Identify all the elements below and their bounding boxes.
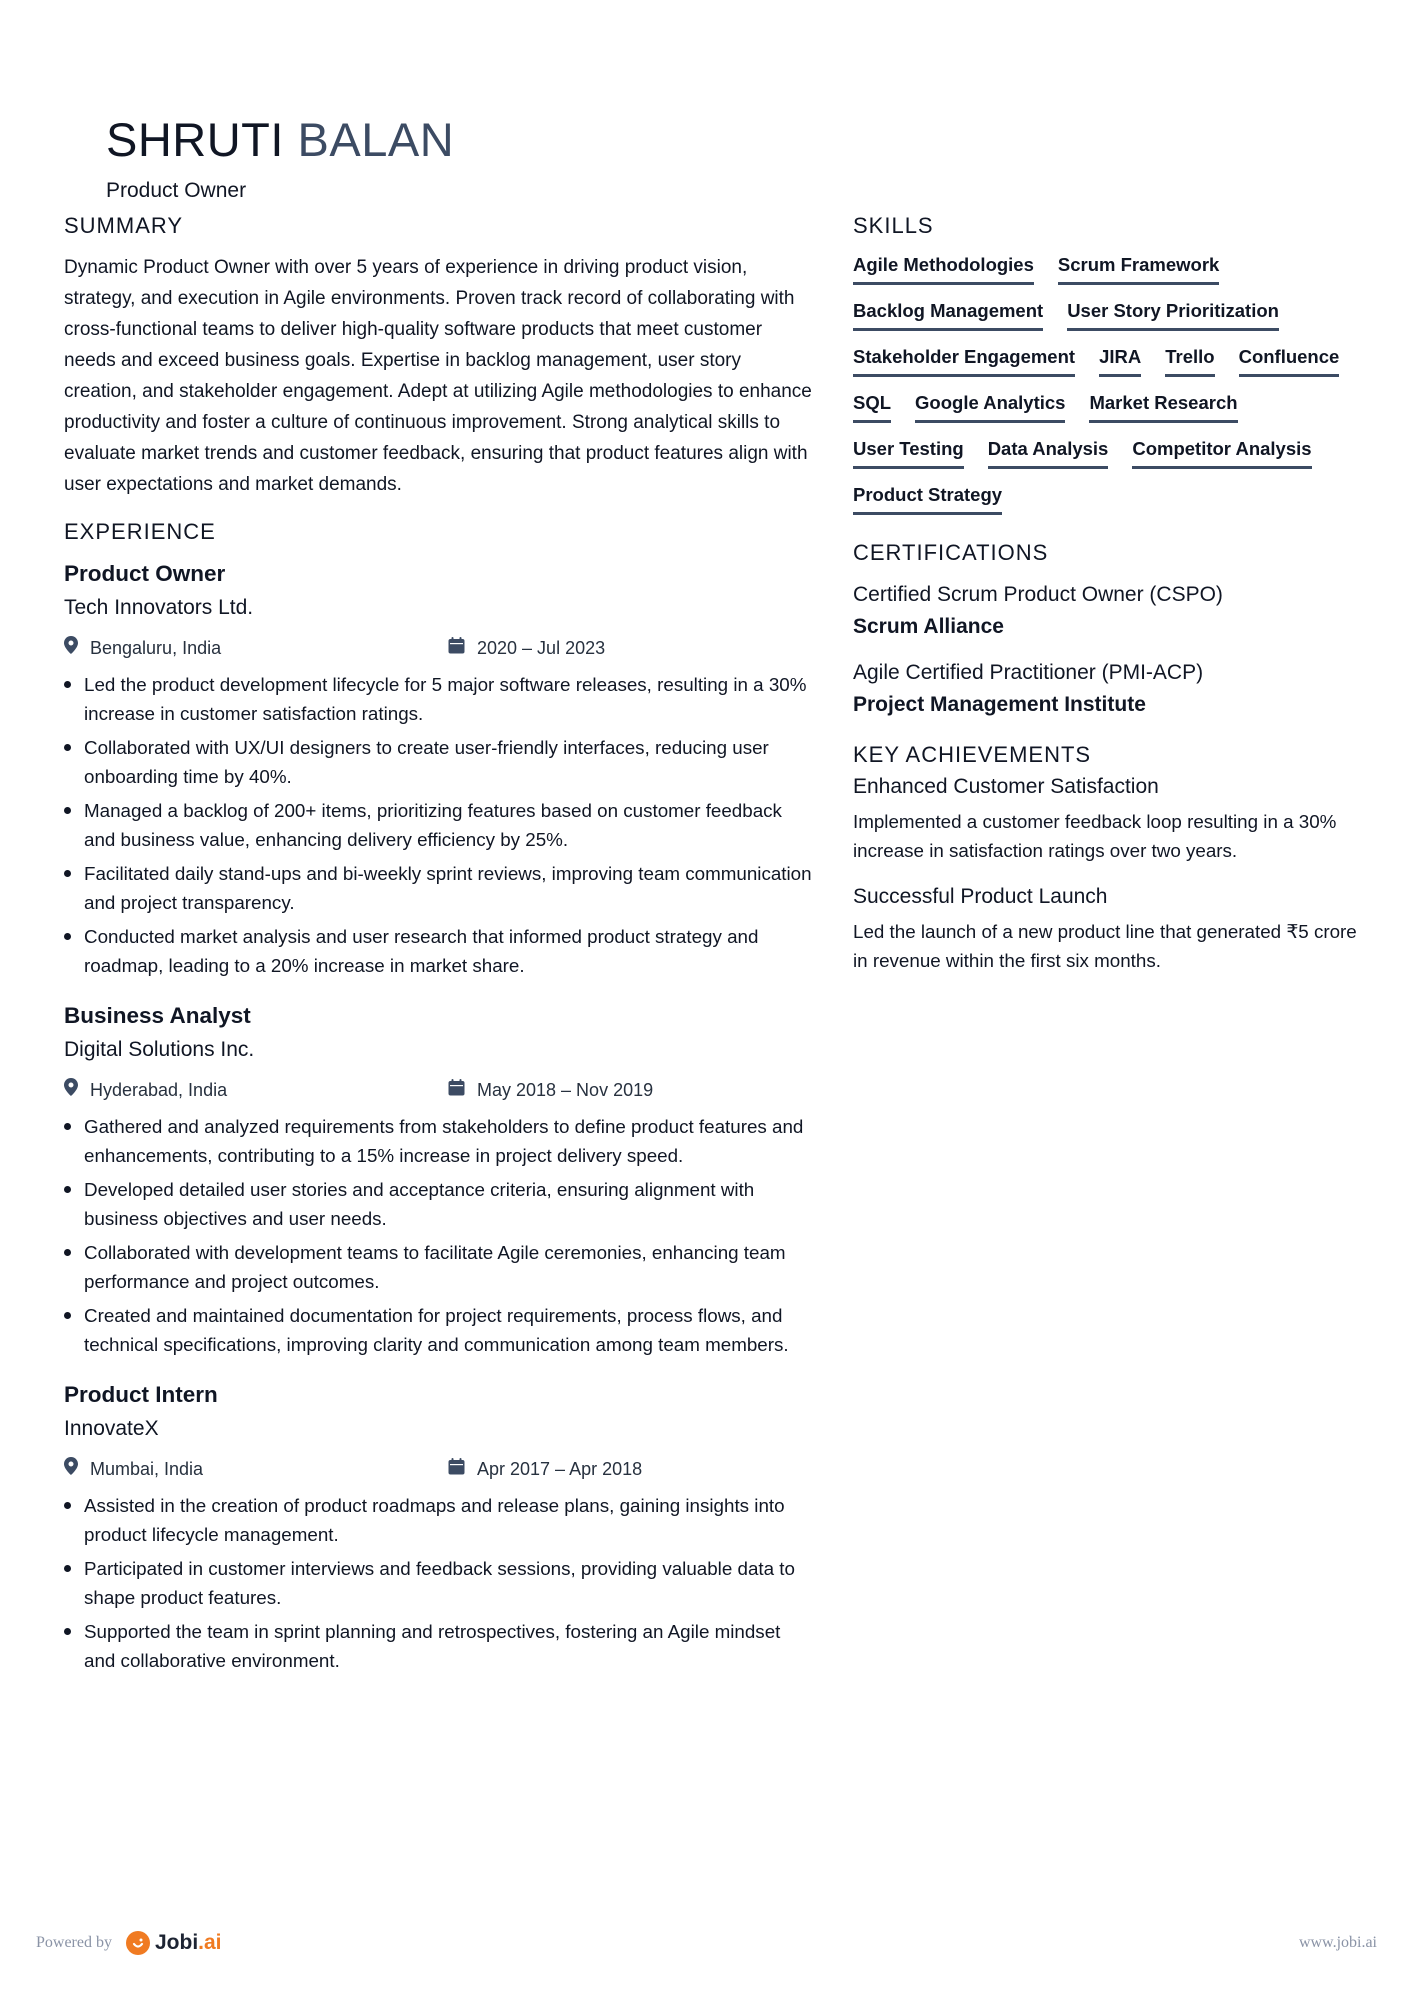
achievement-title: Successful Product Launch — [853, 885, 1108, 908]
experience-entry — [64, 558, 814, 980]
summary-heading: SUMMARY — [64, 213, 184, 238]
website-link[interactable]: www.jobi.ai — [1298, 1934, 1377, 1951]
experience-list — [64, 558, 814, 1675]
skill-tag: Data Analysis — [988, 436, 1109, 469]
bullet-item: Collaborated with UX/UI designers to create user-friendly interfaces, reducing user onboarding time by 40%. — [64, 733, 814, 791]
skill-tag: Stakeholder Engagement — [853, 344, 1075, 377]
job-location — [64, 1455, 448, 1483]
certification-org: Project Management Institute — [853, 693, 1146, 716]
calendar-icon — [448, 1076, 477, 1104]
skill-tag: Market Research — [1089, 390, 1237, 423]
date-text: 2020 – Jul 2023 — [477, 638, 606, 658]
jobi-logo-icon — [126, 1931, 150, 1955]
skill-tag: User Testing — [853, 436, 964, 469]
skill-tag: Scrum Framework — [1058, 252, 1219, 285]
last-name: BALAN — [297, 113, 455, 166]
certifications-heading: CERTIFICATIONS — [853, 540, 1049, 565]
bullet-item: Participated in customer interviews and feedback sessions, providing valuable data to shape product features. — [64, 1554, 814, 1612]
location-text: Bengaluru, India — [90, 638, 222, 658]
job-meta — [64, 1455, 814, 1483]
bullet-item: Led the product development lifecycle for 5 major software releases, resulting in a 30% increase in customer satisfaction ratings. — [64, 670, 814, 728]
location-pin-icon — [64, 1455, 90, 1483]
achievements-list — [853, 771, 1363, 975]
job-meta — [64, 1076, 814, 1104]
job-meta — [64, 634, 814, 662]
bullet-item: Conducted market analysis and user research that informed product strategy and roadmap, leading to a 20% increase in market share. — [64, 922, 814, 980]
date-text: Apr 2017 – Apr 2018 — [477, 1459, 643, 1479]
left-column — [64, 210, 814, 1695]
skill-tag: Agile Methodologies — [853, 252, 1034, 285]
job-bullets — [64, 1491, 814, 1675]
right-column — [853, 210, 1363, 991]
job-title: Business Analyst — [64, 1003, 251, 1028]
achievement-item — [853, 771, 1363, 865]
achievements-heading: KEY ACHIEVEMENTS — [853, 742, 1092, 767]
calendar-icon — [448, 634, 477, 662]
calendar-icon — [448, 1455, 477, 1483]
experience-entry — [64, 1000, 814, 1359]
skills-list — [853, 252, 1363, 515]
bullet-item: Supported the team in sprint planning and retrospectives, fostering an Agile mindset and collaborative environment. — [64, 1617, 814, 1675]
certification-name: Certified Scrum Product Owner (CSPO) — [853, 583, 1223, 606]
job-dates — [448, 1455, 642, 1483]
bullet-item: Facilitated daily stand-ups and bi-weekly sprint reviews, improving team communication and project transparency. — [64, 859, 814, 917]
first-name: SHRUTI — [106, 113, 284, 166]
job-dates — [448, 1076, 653, 1104]
job-title: Product Intern — [64, 1382, 218, 1407]
certification-item — [853, 579, 1363, 643]
skill-tag: Confluence — [1239, 344, 1340, 377]
skill-tag: JIRA — [1099, 344, 1141, 377]
skill-tag: User Story Prioritization — [1067, 298, 1279, 331]
skill-tag: Product Strategy — [853, 482, 1002, 515]
location-text: Mumbai, India — [90, 1459, 204, 1479]
achievement-desc: Implemented a customer feedback loop resulting in a 30% increase in satisfaction ratings over two years. — [853, 811, 1337, 861]
bullet-item: Gathered and analyzed requirements from stakeholders to define product features and enhancements, contributing to a 15% increase in project delivery speed. — [64, 1112, 814, 1170]
candidate-role: Product Owner — [106, 179, 247, 197]
skill-tag: Google Analytics — [915, 390, 1065, 423]
powered-by-label: Powered by — [36, 1934, 112, 1951]
company-name: InnovateX — [64, 1417, 159, 1440]
experience-heading: EXPERIENCE — [64, 519, 216, 544]
job-bullets — [64, 1112, 814, 1359]
certification-item — [853, 657, 1363, 721]
achievement-desc: Led the launch of a new product line that generated ₹5 crore in revenue within the first six months. — [853, 921, 1357, 971]
candidate-name — [106, 110, 454, 170]
job-dates — [448, 634, 605, 662]
skill-tag: Competitor Analysis — [1132, 436, 1311, 469]
certification-name: Agile Certified Practitioner (PMI-ACP) — [853, 661, 1204, 684]
bullet-item: Managed a backlog of 200+ items, prioritizing features based on customer feedback and business value, enhancing delivery efficiency by 25%. — [64, 796, 814, 854]
skill-tag: Trello — [1165, 344, 1214, 377]
certification-org: Scrum Alliance — [853, 615, 1004, 638]
brand-suffix: .ai — [198, 1931, 222, 1954]
skill-tag: Backlog Management — [853, 298, 1043, 331]
job-bullets — [64, 670, 814, 980]
location-pin-icon — [64, 634, 90, 662]
location-text: Hyderabad, India — [90, 1080, 228, 1100]
powered-by — [36, 1931, 222, 1955]
bullet-item: Developed detailed user stories and acceptance criteria, ensuring alignment with business objectives and user needs. — [64, 1175, 814, 1233]
jobi-brand-link[interactable] — [126, 1931, 222, 1955]
job-title: Product Owner — [64, 561, 226, 586]
achievement-item — [853, 881, 1363, 975]
bullet-item: Assisted in the creation of product roadmaps and release plans, gaining insights into product lifecycle management. — [64, 1491, 814, 1549]
location-pin-icon — [64, 1076, 90, 1104]
job-location — [64, 634, 448, 662]
experience-entry — [64, 1379, 814, 1675]
summary-text: Dynamic Product Owner with over 5 years of experience in driving product vision, strategy, and execution in Agile environments. Proven track record of collaborating with cross-functional teams to deliver high-quality software products that meet customer needs and exceed business goals. Expertise in backlog management, user story creation, and stakeholder engagement. Adept at utilizing Agile methodologies to enhance productivity and foster a culture of continuous improvement. Strong analytical skills to evaluate market trends and customer feedback, ensuring that product features align with user expectations and market demands. — [64, 257, 812, 495]
bullet-item: Created and maintained documentation for project requirements, process flows, and technical specifications, improving clarity and communication among team members. — [64, 1301, 814, 1359]
brand-main: Jobi — [154, 1931, 199, 1954]
company-name: Tech Innovators Ltd. — [64, 596, 254, 619]
achievement-title: Enhanced Customer Satisfaction — [853, 775, 1159, 798]
company-name: Digital Solutions Inc. — [64, 1038, 255, 1061]
bullet-item: Collaborated with development teams to facilitate Agile ceremonies, enhancing team performance and project outcomes. — [64, 1238, 814, 1296]
skill-tag: SQL — [853, 390, 891, 423]
skills-heading: SKILLS — [853, 213, 934, 238]
job-location — [64, 1076, 448, 1104]
certifications-list — [853, 579, 1363, 721]
date-text: May 2018 – Nov 2019 — [477, 1080, 654, 1100]
